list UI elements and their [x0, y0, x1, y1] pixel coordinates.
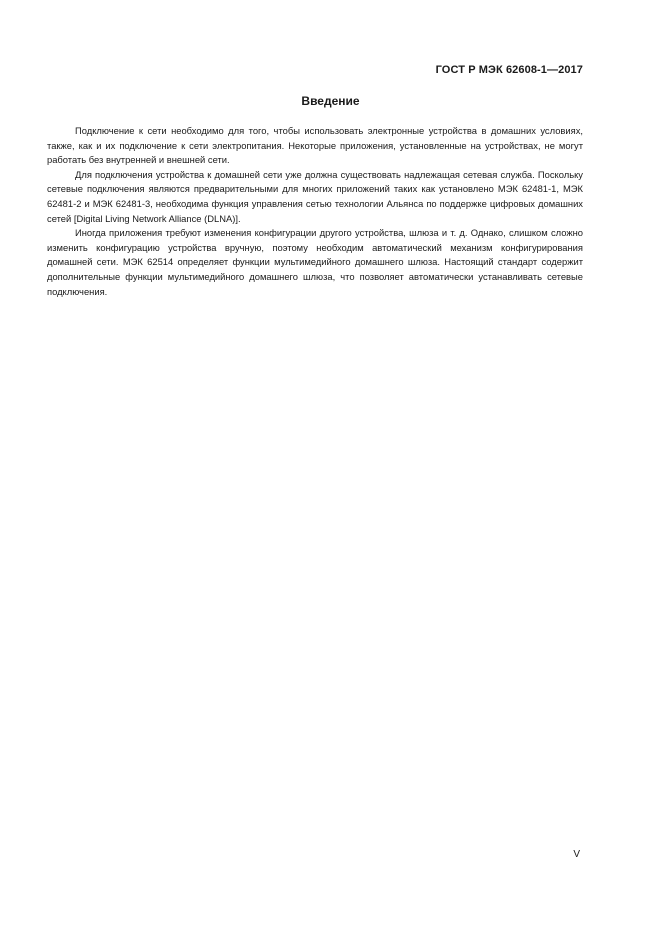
section-title: Введение — [301, 94, 360, 108]
body-paragraph-1: Подключение к сети необходимо для того, чтобы использовать электронные устройства в домашних условиях, также, как и их подключение к сети электропитания. Некоторые приложения, установленные на устройствах, не могут работать без внутренней и внешней сети. — [47, 125, 583, 166]
introduction-body — [47, 124, 583, 299]
standard-code-header: ГОСТ Р МЭК 62608-1—2017 — [435, 64, 583, 76]
body-paragraph-2: Для подключения устройства к домашней сети уже должна существовать надлежащая сетевая служба. Поскольку сетевые подключения являются предварительными для многих приложений таких как установлено МЭК 62481-1, МЭК 62481-2 и МЭК 62481-3, необходима функция управления сетью технологии Альянса по поддержке цифровых домашних сетей [Digital Living Network Alliance (DLNA)]. — [47, 168, 583, 224]
body-paragraph-3: Иногда приложения требуют изменения конфигурации другого устройства, шлюза и т. д. Однако, слишком сложно изменить конфигурацию устройства вручную, поэтому необходим автоматический механизм конфигурирования домашней сети. МЭК 62514 определяет функции мультимедийного домашнего шлюза. Настоящий стандарт содержит дополнительные функции мультимедийного домашнего шлюза, что позволяет автоматически устанавливать сетевые подключения. — [47, 227, 583, 297]
page-number: V — [573, 849, 580, 860]
